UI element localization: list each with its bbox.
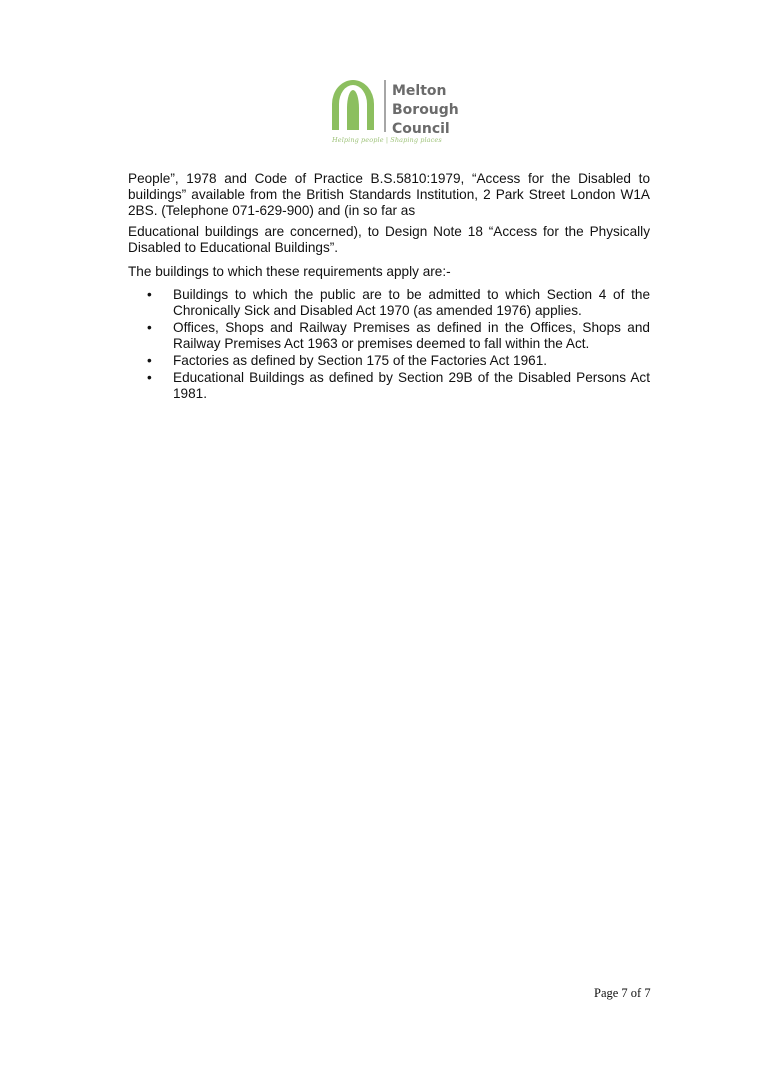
- page-number: Page 7 of 7: [594, 986, 651, 1000]
- bullet-icon: •: [147, 353, 152, 368]
- paragraph-standards: People”, 1978 and Code of Practice B.S.5810:1979, “Access for the Disabled to buildings” available from the British Standards Institution, 2 Park Street London W1A 2BS. (Telephone 071-629-900) and (in so far as: [128, 171, 650, 218]
- bullet-icon: •: [147, 320, 152, 335]
- logo-name-line1: Melton: [392, 83, 447, 99]
- council-logo-wordmark: [392, 82, 459, 139]
- list-item-text: Factories as defined by Section 175 of the Factories Act 1961.: [173, 353, 548, 368]
- paragraph-educational: Educational buildings are concerned), to Design Note 18 “Access for the Physically Disabled to Educational Buildings”.: [128, 224, 650, 255]
- paragraph-intro-list: The buildings to which these requirements apply are:-: [128, 264, 451, 279]
- list-item: [128, 287, 650, 319]
- council-logo: [330, 78, 460, 150]
- list-item-text: Buildings to which the public are to be admitted to which Section 4 of the Chronically Sick and Disabled Act 1970 (as amended 1976) applies.: [173, 287, 650, 318]
- list-item: [128, 353, 650, 369]
- list-item-text: Offices, Shops and Railway Premises as defined in the Offices, Shops and Railway Premises Act 1963 or premises deemed to fall within the Act.: [173, 320, 650, 351]
- logo-tagline: Helping people | Shaping places: [332, 136, 442, 144]
- list-item: [128, 370, 650, 402]
- logo-name-line3: Council: [392, 121, 450, 137]
- list-item-text: Educational Buildings as defined by Section 29B of the Disabled Persons Act 1981.: [173, 370, 650, 401]
- list-item: [128, 320, 650, 352]
- bullet-icon: •: [147, 370, 152, 385]
- council-logo-icon: [330, 78, 390, 136]
- bullet-icon: •: [147, 287, 152, 302]
- logo-name-line2: Borough: [392, 102, 459, 118]
- requirements-list: [128, 287, 650, 403]
